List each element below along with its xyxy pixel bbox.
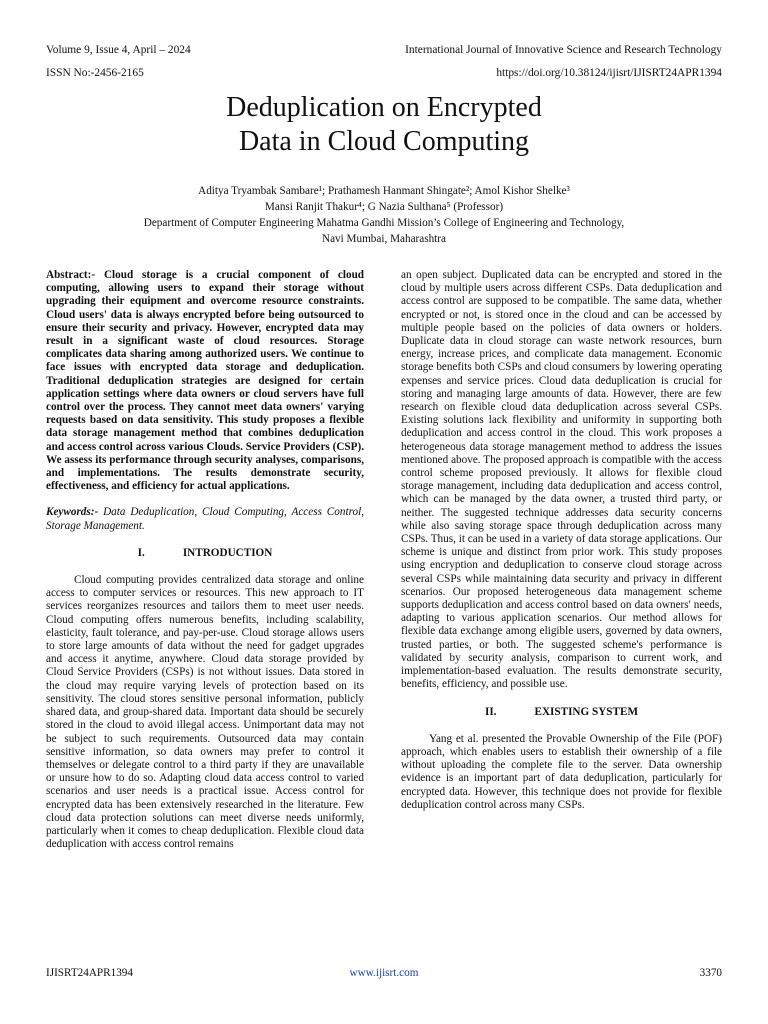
abstract xyxy=(46,269,364,493)
left-column xyxy=(46,269,364,851)
section-heading-existing-system xyxy=(401,706,722,719)
section-title: INTRODUCTION xyxy=(182,546,273,559)
affiliation-line-2: Navi Mumbai, Maharashtra xyxy=(322,233,446,245)
title-line-1: Deduplication on Encrypted xyxy=(226,92,542,123)
paper-title xyxy=(0,91,768,159)
title-line-2: Data in Cloud Computing xyxy=(238,126,530,157)
affiliation-line-1: Department of Computer Engineering Mahatma Gandhi Mission’s College of Engineering and Technology, xyxy=(143,217,625,229)
abstract-label: Abstract:- xyxy=(46,269,96,281)
keywords-label: Keywords:- xyxy=(46,506,99,519)
issn: ISSN No:-2456-2165 xyxy=(46,67,144,79)
introduction-paragraph: Cloud computing provides centralized data storage and online access to computer services or resources. This new approach to IT services reorganizes resources and tailors them to meet user needs. Cloud computing offers numerous benefits, including scalability, elasticity, fault tolerance, and pay-per-use. Cloud storage allows users to store large amounts of data without the need for gadget upgrades and access it anytime, anywhere. Cloud data storage provided by Cloud Service Providers (CSPs) is not without issues. Data stored in the cloud may require varying levels of protection based on its sensitivity. The cloud stores sensitive personal information, publicly shared data, and group-shared data. Important data should be securely stored in the cloud to avoid illegal access. Unimportant data may not be subject to such requirements. Outsourced data may contain sensitive information, so data owners may prefer to control it themselves or delegate control to a third party if they are unavailable or unsure how to do so. Adapting cloud data access control to varied scenarios and user needs is a practical issue. Access control for encrypted data has been extensively researched in the literature. Few cloud data protection solutions can meet diverse needs uniformly, particularly when it comes to cheap deduplication. Flexible cloud data deduplication with access control remains xyxy=(46,574,364,851)
authors-line-2: Mansi Ranjit Thakur⁴; G Nazia Sulthana⁵ (Professor) xyxy=(264,201,504,213)
section-title: EXISTING SYSTEM xyxy=(534,705,639,718)
journal-name: International Journal of Innovative Science and Research Technology xyxy=(405,44,722,56)
doi-link[interactable]: https://doi.org/10.38124/ijisrt/IJISRT24APR1394 xyxy=(496,67,722,79)
section-number: II. xyxy=(484,705,497,718)
author-block xyxy=(0,183,768,247)
page-number: 3370 xyxy=(699,967,722,979)
keywords-text: Data Deduplication, Cloud Computing, Access Control, Storage Management. xyxy=(46,506,365,532)
section-heading-introduction xyxy=(46,547,364,560)
section-number: I. xyxy=(137,546,145,559)
introduction-continued: an open subject. Duplicated data can be encrypted and stored in the cloud by multiple users across different CSPs. Data deduplication and access control are supposed to be compatible. The same data, whether encrypted or not, is stored once in the cloud and can be accessed by multiple people based on the policies of data owners or holders. Duplicate data in cloud storage can waste network resources, burn energy, increase prices, and complicate data management. Economic storage benefits both CSPs and cloud consumers by lowering operating expenses and service prices. Cloud data deduplication is crucial for storing and managing large amounts of data. However, there are few research on flexible cloud data deduplication across several CSPs. Existing solutions lack flexibility and uniformity in supporting both deduplication and access control in the cloud. This work proposes a heterogeneous data storage management method to address the issues mentioned above. The proposed approach is compatible with the access control scheme proposed previously. It allows for flexible cloud storage management, including data deduplication and access control, which can be managed by the data owner, a trusted third party, or neither. The suggested technique addresses data security concerns while also saving storage space through deduplication across many CSPs. Thus, it can be used in a variety of data storage applications. Our scheme is unique and distinct from prior work. This study proposes using encryption and deduplication to conserve cloud storage across several CSPs while maintaining data security and privacy in different scenarios. Our proposed heterogeneous data management scheme supports deduplication and access control based on data owners' needs, adapting to various application scenarios. Our method allows for flexible data exchange among eligible users, governed by data owners, trusted parties, or both. The suggested scheme's performance is validated by security analysis, comparison to current work, and implementation-based evaluation. The results demonstrate security, benefits, efficiency, and possible use. xyxy=(401,269,722,691)
footer-website-link[interactable]: www.ijisrt.com xyxy=(349,967,419,979)
abstract-text: Cloud storage is a crucial component of cloud computing, allowing users to expand their storage without upgrading their equipment and overcome resource constraints. Cloud users' data is always encrypted before being outsourced to ensure their security and privacy. However, encrypted data may result in a significant waste of cloud resources. Storage complicates data sharing among authorized users. We continue to face issues with encrypted data storage and deduplication. Traditional deduplication strategies are designed for certain application settings where data owners or cloud servers have full control over the process. They cannot meet data owners' varying requests based on data sensitivity. This study proposes a flexible data storage management method that combines deduplication and access control across various Clouds. Service Providers (CSP). We assess its performance through security analyses, comparisons, and implementations. The results demonstrate security, effectiveness, and efficiency for actual applications. xyxy=(46,269,365,493)
authors-line-1: Aditya Tryambak Sambare¹; Prathamesh Hanmant Shingate²; Amol Kishor Shelke³ xyxy=(198,185,570,197)
keywords xyxy=(46,506,364,532)
footer-paper-id: IJISRT24APR1394 xyxy=(46,967,133,979)
right-column xyxy=(401,269,722,812)
existing-system-paragraph: Yang et al. presented the Provable Ownership of the File (POF) approach, which enables users to establish their ownership of a file without uploading the complete file to the server. Data ownership evidence is an important part of data deduplication, particularly for encrypted data. However, this technique does not provide for flexible deduplication control across many CSPs. xyxy=(401,732,722,811)
volume-info: Volume 9, Issue 4, April – 2024 xyxy=(46,44,191,56)
